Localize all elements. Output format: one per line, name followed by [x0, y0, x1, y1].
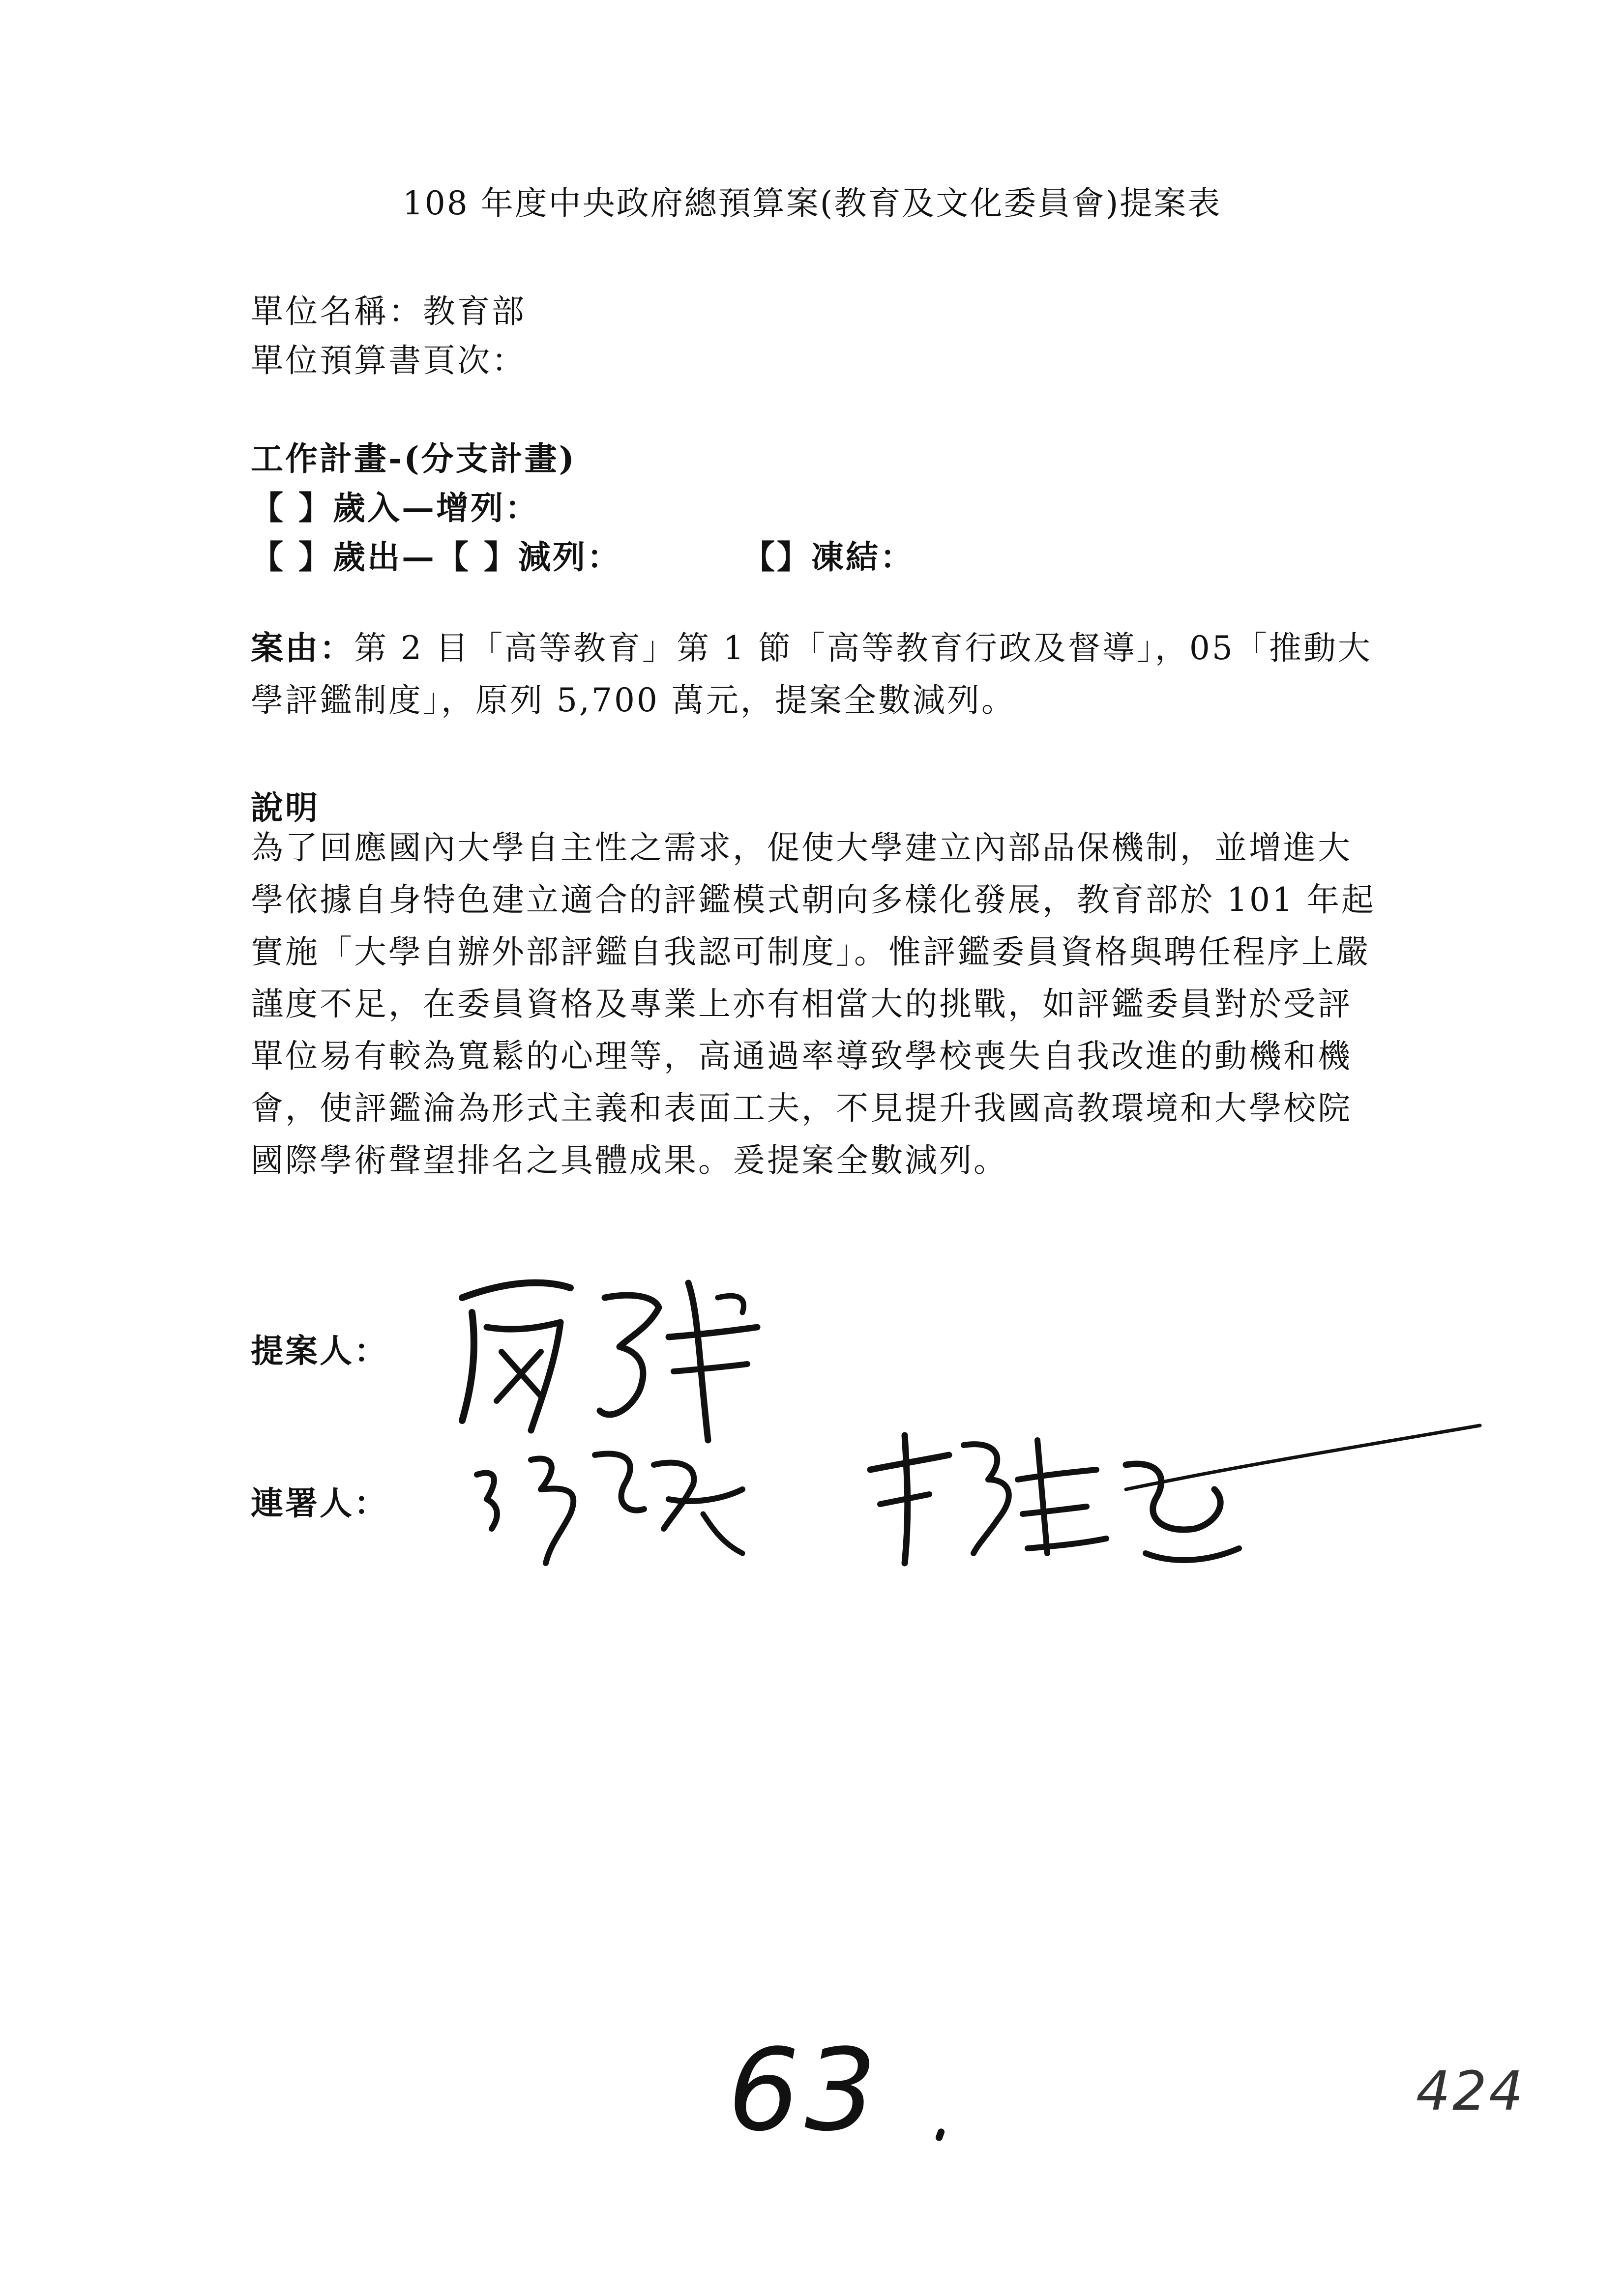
- document-title: 108 年度中央政府總預算案(教育及文化委員會)提案表: [402, 184, 1222, 222]
- handwritten-page-number: 63: [728, 2025, 882, 2156]
- revenue-increase-line: 【 】歲入—增列：: [251, 489, 539, 527]
- explanation-text: 為了回應國內大學自主性之需求，促使大學建立內部品保機制，並增進大學依據自身特色建立適合的評鑑模式朝向多樣化發展，教育部於 101 年起實施「大學自辦外部評鑑自我認可制度」。惟評鑑委員資格與聘任程序上嚴謹度不足，在委員資格及專業上亦有相當大的挑戰，如評鑑委員對於受評單位易有較為寬鬆的心理等，高通過率導致學校喪失自我改進的動機和機會，使評鑑淪為形式主義和表面工夫，不見提升我國高教環境和大學校院國際學術聲望排名之具體成果。爰提案全數減列。: [251, 829, 1376, 1179]
- unit-name: 單位名稱：教育部: [251, 292, 526, 330]
- case-paragraph: [251, 622, 1382, 727]
- cosigner-label: 連署人：: [251, 1484, 388, 1522]
- proposer-label: 提案人：: [251, 1332, 388, 1370]
- case-text: 第 2 目「高等教育」第 1 節「高等教育行政及督導」，05「推動大學評鑑制度」，原列 5,700 萬元，提案全數減列。: [251, 629, 1372, 719]
- freeze-line: 【】凍結：: [742, 538, 915, 576]
- cosigner-signature-2: [851, 1406, 1490, 1602]
- ink-dot: [935, 2127, 945, 2142]
- unit-budget-pages: 單位預算書頁次：: [251, 342, 526, 379]
- work-plan-label: 工作計畫-(分支計畫): [251, 439, 576, 478]
- expense-decrease-line: 【 】歲出—【 】減列：: [251, 538, 621, 576]
- case-label: 案由：: [251, 629, 354, 667]
- explanation-heading: 說明: [251, 788, 320, 827]
- handwritten-note: 424: [1416, 2060, 1525, 2122]
